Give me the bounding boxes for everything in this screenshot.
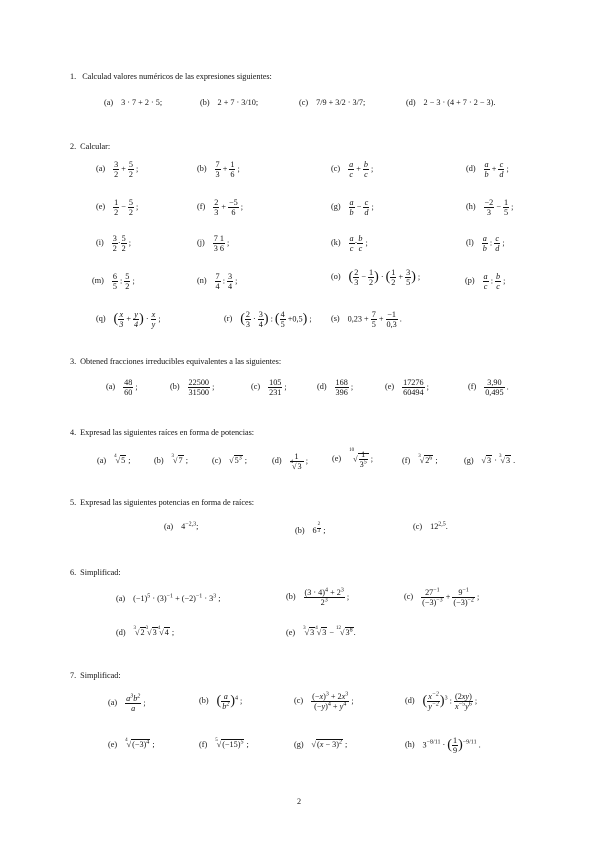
item-7d: (d) ( $\frac{x^{-2}}{y^{-2}}$ )$^3$ : $\frac{(2xy)}{x^{-5}y^6}$ ; [405,691,478,712]
item-3a: (a) $\frac{48}{60}$ ; [106,378,138,398]
page-number: 2 [297,797,302,806]
item-2l: (l) $\frac{a}{b}$ : $\frac{c}{d}$ ; [466,234,505,254]
item-3d: (d) $\frac{168}{396}$ ; [317,378,354,398]
item-3e: (e) $\frac{17276}{60494}$ ; [385,378,429,398]
item-6c: (c) $\frac{27^{-1}}{(-3)^{-3}}$ + $\frac{9^{-1}}{(-3)^{-2}}$ ; [404,587,480,608]
item-6b: (b) $\frac{(3 \cdot 4)^4 + 2^3}{2^3}$ ; [286,587,350,608]
expression: 2 + 7 · 3/10; [217,98,259,107]
exercise-text: Calculad valores numéricos de las expresiones siguientes: [82,72,272,81]
item-4d: (d) $\frac{1}{^4√3}$ ; [272,452,308,472]
exercise-7-statement: 7. Simplificad: [70,671,121,680]
item-2b: (b) $\frac{7}{3}$ + $\frac{1}{6}$ ; [197,160,240,180]
item-2n: (n) $\frac{7}{4}$ : $\frac{3}{4}$ ; [197,272,238,292]
exercise-1-statement [70,72,272,81]
item-3c: (c) $\frac{105}{231}$ ; [251,378,287,398]
item-1b: (b) 2 + 7 · 3/10; [200,98,259,107]
item-7c: (c) $\frac{(-x)^3 + 2x^3}{(-y)^4 + y^4}$ ; [294,691,354,712]
item-4f: (f) $^3√2^6$ ; [402,454,438,465]
item-4g: (g) √3 · $^3$√3 . [464,454,516,465]
item-1a: (a) 3 · 7 + 2 · 5; [104,98,163,107]
exercise-2-statement: 2. Calcular: [70,142,111,151]
item-2s: (s) 0,23 + $\frac{7}{5}$ + $\frac{-1}{0,3}$ . [331,310,402,330]
item-2a: (a) $\frac{3}{2}$ + $\frac{5}{2}$ ; [96,160,139,180]
exercise-number: 1. [70,72,77,81]
expression: 7/9 + 3/2 · 3/7; [316,98,366,107]
item-4e: $(e)^{10}√$ $\frac{1}{3^5}$ ; [332,448,374,470]
item-1d: (d) 2 − 3 · (4 + 7 · 2 − 3). [406,98,496,107]
expression: 2 − 3 · (4 + 7 · 2 − 3). [423,98,496,107]
item-2e: (e) $\frac{1}{2}$ − $\frac{5}{2}$ ; [96,198,139,218]
item-2g: (g) $\frac{a}{b}$ − $\frac{c}{d}$ ; [331,198,374,218]
expression: 3 · 7 + 2 · 5; [121,98,163,107]
item-2m: (m) $\frac{6}{5}$ : $\frac{5}{2}$ ; [92,272,135,292]
exercise-3-statement: 3. Obtened fracciones irreducibles equivalentes a las siguientes: [70,357,282,366]
item-4a: (a) $^4$√5 ; [97,454,131,465]
item-6e: (e) $^3√3^4√3 - ^{12}√3^8$. [286,626,356,637]
item-2d: (d) $\frac{a}{b}$ + $\frac{c}{d}$ ; [466,160,509,180]
exercise-4-statement: 4. Expresad las siguientes raíces en forma de potencias: [70,428,255,437]
item-2o: (o) ( $\frac{2}{3}$ − $\frac{1}{2}$ ) · ( $\frac{1}{2}$ + $\frac{3}{5}$ ) ; [331,268,421,288]
item-5c: (c) 12$^{2,5}$. [413,521,448,531]
item-4b: (b) $^3$√7 ; [154,454,188,465]
item-4c: (c) $√5^3$ ; [212,455,248,465]
item-7g: (g) $√(x - 3)^2$ ; [294,739,348,749]
item-3f: (f) $\frac{3,90}{0,495}$ . [468,378,509,398]
item-7a: (a) $\frac{a^3b^2}{a}$ ; [108,693,146,714]
item-6d: (d) $^3√2^3√3^4√4$ ; [116,626,175,637]
item-5a: (a) $4^{-2,3}$; [164,521,199,531]
exercise-6-statement: 6. Simplificad: [70,568,121,577]
item-7e: (e) $^4√(-3)^4$ ; [108,738,155,749]
item-2q: (q) ( $\frac{x}{3}$ + $\frac{y}{4}$ ) · $\frac{x}{y}$ ; [96,310,161,330]
exercise-5-statement: 5. Expresad las siguientes potencias en forma de raíces: [70,498,255,507]
item-1c: (c) 7/9 + 3/2 · 3/7; [299,98,366,107]
item-7h: (h) $3^{-8/11}$ · ( $\frac{1}{9}$ )$^{-9/11}$ . [405,736,481,756]
item-7b: (b) ( $\frac{a}{b^2}$ )$^4$ ; [199,692,243,712]
item-3b: (b) $\frac{22500}{31500}$ ; [170,378,215,398]
item-2r: (r) ( $\frac{2}{3}$ · $\frac{3}{4}$ ) : ( $\frac{4}{5}$ +0,5) ; [224,310,312,330]
item-2c: (c) $\frac{a}{c}$ + $\frac{b}{c}$ ; [331,160,374,180]
item-6a: (a) $(-1)^5 \cdot (3)^{-1} + (-2)^{-1} \cdot 3^3$ ; [116,593,221,603]
item-2p: (p) $\frac{a}{c}$ : $\frac{b}{c}$ ; [465,272,506,292]
item-2i: (i) $\frac{3}{2}$ · $\frac{5}{2}$ ; [96,234,131,254]
item-7f: (f) $^5√(-15)^5$ ; [199,738,249,749]
item-2k: (k) $\frac{a}{c}$ · $\frac{b}{c}$ ; [331,234,368,254]
item-2h: (h) $\frac{-2}{3}$ − $\frac{1}{5}$ ; [466,198,514,218]
item-5b: (b) 6 $^{\frac{2}{3}}$ ; [295,522,326,536]
item-2f: (f) $\frac{2}{3}$ + $\frac{-5}{6}$ ; [197,198,244,218]
item-2j: (j) $\frac{7}{3}$ $\frac{1}{6}$ ; [197,234,230,254]
